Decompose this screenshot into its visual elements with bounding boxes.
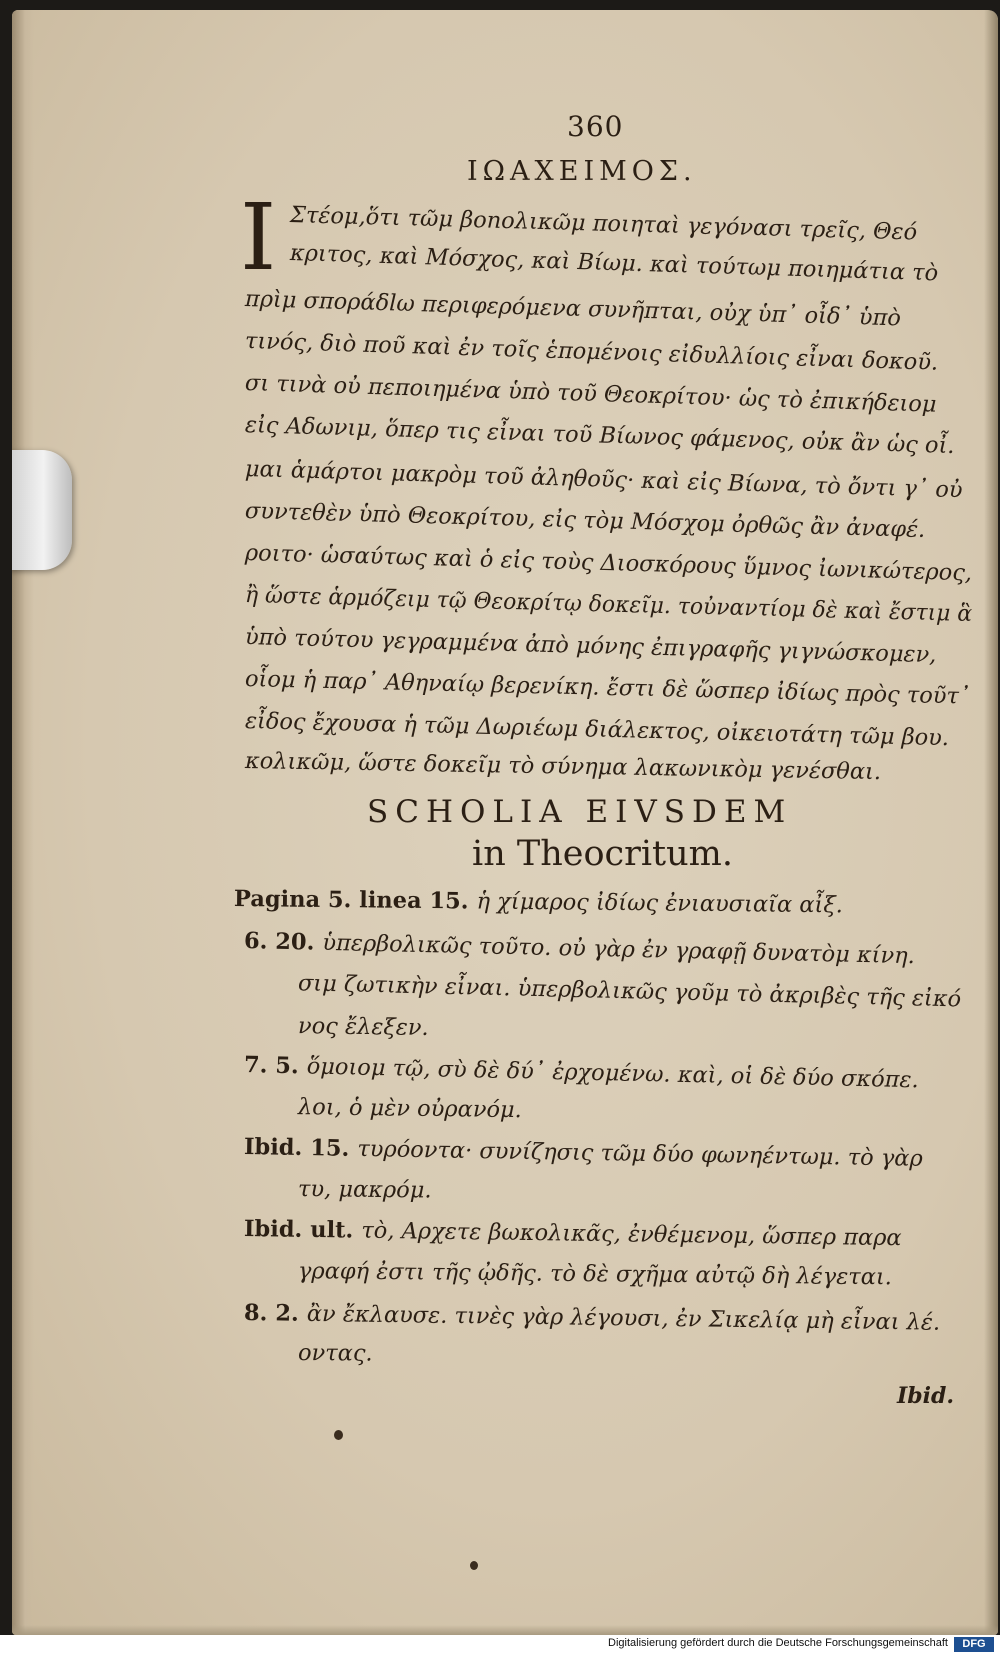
running-head: ΙΩΑΧΕΙΜΟΣ. <box>467 156 697 187</box>
intro-line: ὑπὸ τούτου γεγραμμένα ἀπὸ μόνης ἐπιγραφῆς γιγνώσκομεν, <box>244 624 937 669</box>
intro-line: πρὶμ σποράδlω περιφερόμενα συνῆπται, οὐχ ὑπ᾽ οἶδ᾽ ὑπὸ <box>244 286 902 332</box>
scholion-line <box>290 1176 432 1203</box>
page-bottom-shadow <box>12 1625 998 1635</box>
metal-clasp <box>12 450 72 570</box>
scholion-ref: 7. 5. <box>243 1052 300 1080</box>
scholion-line <box>234 886 843 918</box>
scholion-text: τυ, μακρόμ. <box>297 1176 432 1204</box>
drop-cap: I <box>240 184 277 291</box>
scholion-ref: 6. 20. <box>243 928 315 956</box>
scholion-line <box>244 928 915 969</box>
funding-credit: Digitalisierung gefördert durch die Deutsche Forschungsgemeinschaft <box>608 1637 948 1649</box>
intro-line: ἢ ὥστε ἁρμόζειμ τῷ Θεοκρίτῳ δοκεῖμ. τοὐναντίομ δὲ καὶ ἔστιμ ἃ <box>244 582 973 628</box>
scholion-ref: Ibid. 15. <box>243 1134 350 1162</box>
scholion-line <box>244 1216 902 1251</box>
footer-bar <box>0 1635 1000 1655</box>
scholion-line <box>290 970 962 1012</box>
intro-line: συντεθὲν ὑπὸ Θεοκρίτου, εἰς τὸμ Μόσχομ ὀρθῶς ἂν ἀναφέ. <box>244 498 926 543</box>
scholion-text: ἡ χίμαρος ἰδίως ἐνιαυσιαῖα αἶξ. <box>476 888 843 919</box>
scholion-text: τυρόοντα· συνίζησις τῶμ δύο φωνηέντωμ. τὸ γὰρ <box>357 1135 923 1172</box>
scholion-text: γραφή ἐστι τῆς ᾠδῆς. τὸ δὲ σχῆμα αὐτῷ δὴ λέγεται. <box>297 1258 893 1291</box>
scholion-text: ὑπερβολικῶς τοῦτο. οὐ γὰρ ἐν γραφῇ δυνατὸμ κίνη. <box>322 929 916 970</box>
scholion-ref: Pagina 5. linea 15. <box>233 886 469 915</box>
scholion-text: ἂν ἔκλαυσε. τινὲς γὰρ λέγουσι, ἐν Σικελίᾳ μὴ εἶναι λέ. <box>306 1300 941 1336</box>
scholion-line <box>290 1258 892 1290</box>
scholion-text: ὅμοιομ τῷ, σὺ δὲ δύ᾽ ἐρχομένω. καὶ, οἱ δὲ δύο σκόπε. <box>306 1053 919 1094</box>
page-number: 360 <box>567 110 624 143</box>
scholion-text: λοι, ὁ μὲν οὐρανόμ. <box>297 1094 522 1124</box>
intro-line: μαι ἁμάρτοι μακρὸμ τοῦ ἀληθοῦς· καὶ εἰς Βίωνα, τὸ ὄντι γ᾽ οὐ <box>244 456 963 504</box>
intro-line: Στέομ,ὅτι τῶμ βοnολικῶμ ποιηταὶ γεγόνασι τρεῖς, Θεό <box>289 202 918 246</box>
intro-line: κολικῶμ, ὥστε δοκεῖμ τὸ σύνημα λακωνικὸμ γενέσθαι. <box>244 748 882 786</box>
scholion-line <box>290 1340 373 1367</box>
scholion-text: σιμ ζωτικὴν εἶναι. ὑπερβολικῶς γοῦμ τὸ ἀκριβὲς τῆς εἰκό <box>297 970 962 1013</box>
scholion-ref: 8. 2. <box>243 1300 299 1327</box>
page-edge-shadow <box>984 10 998 1635</box>
intro-line: εἰς Αδωνιμ, ὅπερ τις εἶναι τοῦ Βίωνος φάμενος, οὐκ ἂν ὡς οἶ. <box>244 412 955 460</box>
intro-line: οἷομ ἡ παρ᾽ Αθηναίῳ βερενίκη. ἔστι δὲ ὥσπερ ἰδίως πρὸς τοῦτ᾽ <box>244 666 971 710</box>
scholion-line <box>290 1013 429 1041</box>
scholion-text: νος ἔλεξεν. <box>297 1013 429 1041</box>
scholion-line <box>244 1134 923 1172</box>
scholion-line <box>244 1300 940 1336</box>
scholion-line <box>244 1052 919 1093</box>
intro-line: εἶδος ἔχουσα ἡ τῶμ Δωριέωμ διάλεκτος, οἰκειοτάτη τῶμ βου. <box>244 708 950 752</box>
intro-line: κριτος, καὶ Μόσχος, καὶ Βίωμ. καὶ τούτωμ ποιημάτια τὸ <box>289 240 939 287</box>
scholion-text: τὸ, Αρχετε βωκολικᾶς, ἐνθέμενομ, ὥσπερ παρα <box>361 1217 902 1252</box>
section-title: SCHOLIA EIVSDEM <box>367 794 793 830</box>
scholion-ref: Ibid. ult. <box>243 1216 354 1244</box>
scholion-line <box>290 1094 522 1123</box>
book-page <box>12 10 998 1635</box>
catchword: Ibid. <box>897 1383 955 1409</box>
page-gutter-shadow <box>12 10 34 1635</box>
scholion-text: οντας. <box>297 1340 373 1367</box>
section-subtitle: in Theocritum. <box>472 834 733 874</box>
ink-blot <box>334 1430 343 1440</box>
dfg-logo: DFG <box>954 1637 994 1652</box>
intro-line: τινός, διὸ ποῦ καὶ ἐν τοῖς ἑπομένοις εἰδυλλίοις εἶναι δοκοῦ. <box>244 328 939 376</box>
scholion-ref <box>290 970 291 996</box>
intro-line: ροιτο· ὡσαύτως καὶ ὁ εἰς τοὺς Διοσκόρους ὕμνος ἰωνικώτερος, <box>244 540 973 587</box>
intro-line: σι τινὰ οὐ πεποιημένα ὑπὸ τοῦ Θεοκρίτου· ὡς τὸ ἐπικήδειομ <box>244 370 937 418</box>
ink-blot <box>470 1561 478 1570</box>
